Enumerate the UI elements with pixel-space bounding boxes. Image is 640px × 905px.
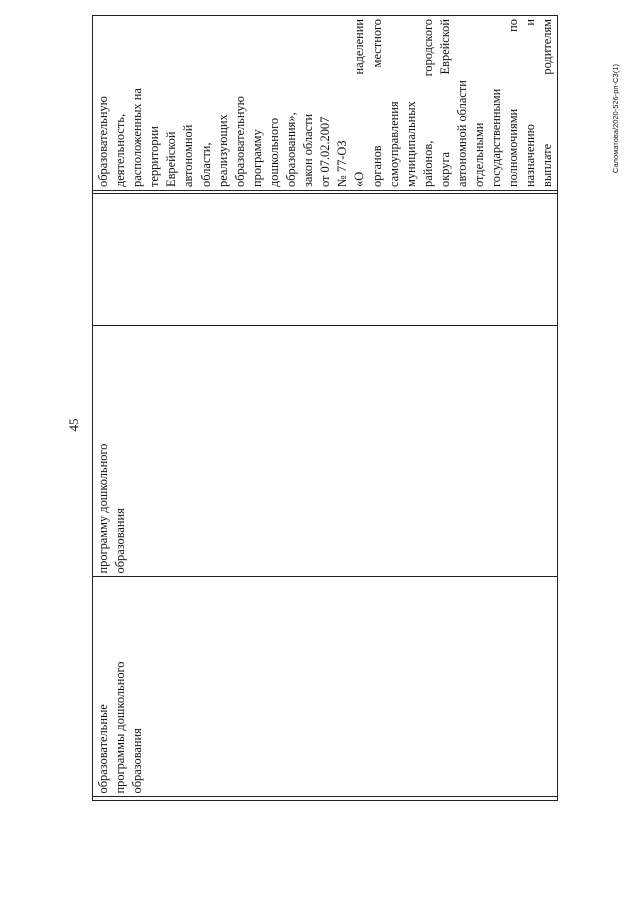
text-line: дошкольного <box>266 117 281 187</box>
text-line: образования <box>130 728 145 794</box>
text-line <box>369 19 386 187</box>
text-line: программы дошкольного <box>113 661 128 794</box>
text-word: районов, <box>420 140 435 187</box>
text-word: назначению <box>523 124 538 187</box>
text-line <box>403 19 420 187</box>
text-line <box>454 19 471 187</box>
text-line <box>539 19 556 187</box>
text-word: округа <box>437 151 452 187</box>
table-cell-programs <box>93 577 558 797</box>
table-row <box>93 16 558 801</box>
text-word: автономной области <box>454 80 469 187</box>
text-line: программу дошкольного <box>96 443 110 574</box>
text-word: органов <box>369 145 384 187</box>
text-word: выплате <box>540 143 555 187</box>
text-line <box>505 19 522 187</box>
text-line: от 07.02.2007 <box>318 116 333 187</box>
table-cell-program-scope <box>93 326 558 577</box>
text-line: расположенных на <box>130 88 145 187</box>
text-word: самоуправления <box>386 101 401 187</box>
text-line: образовательную <box>232 96 247 187</box>
text-line <box>437 19 454 187</box>
text-word: городского <box>420 19 435 77</box>
text-line: образования», <box>284 112 299 187</box>
text-word: местного <box>369 19 384 68</box>
justified-text-block <box>351 19 556 187</box>
page-number: 45 <box>66 418 81 432</box>
table-cell-empty <box>93 797 558 801</box>
text-line <box>386 19 403 187</box>
document-table <box>92 15 558 801</box>
text-line: автономной <box>181 124 196 187</box>
text-line: образовательную <box>96 96 110 187</box>
text-word: «О <box>352 171 367 187</box>
table-cell-legal-basis <box>93 16 558 191</box>
text-line: образования <box>113 508 128 574</box>
document-code-stamp: Саломатова/2020-526-рп-СЗ(1) <box>611 64 620 174</box>
text-word: отдельными <box>472 122 487 187</box>
text-word: муниципальных <box>403 101 418 187</box>
text-word: полномочиями <box>506 108 521 187</box>
text-line <box>522 19 539 187</box>
text-line: деятельность, <box>113 113 128 187</box>
text-word: государственными <box>489 88 504 187</box>
text-line <box>420 19 437 187</box>
text-line: образовательные <box>96 704 110 794</box>
text-line: Еврейской <box>164 131 179 187</box>
text-word: и <box>523 19 538 26</box>
table-cell-blank <box>93 194 558 326</box>
table-cell-blank <box>93 191 558 195</box>
text-line: программу <box>249 129 264 187</box>
text-line: территории <box>147 126 162 187</box>
text-line: № 77-ОЗ <box>335 140 350 187</box>
text-line: области, <box>198 142 213 187</box>
text-line: реализующих <box>215 114 230 187</box>
text-line: закон области <box>301 113 316 187</box>
text-line <box>488 19 505 187</box>
text-word: наделении <box>352 19 367 75</box>
text-word: по <box>506 19 521 32</box>
text-line <box>471 19 488 187</box>
text-word: родителям <box>540 19 555 75</box>
text-word: Еврейской <box>437 19 452 75</box>
rotated-page-content <box>64 19 555 821</box>
text-line <box>351 19 368 187</box>
